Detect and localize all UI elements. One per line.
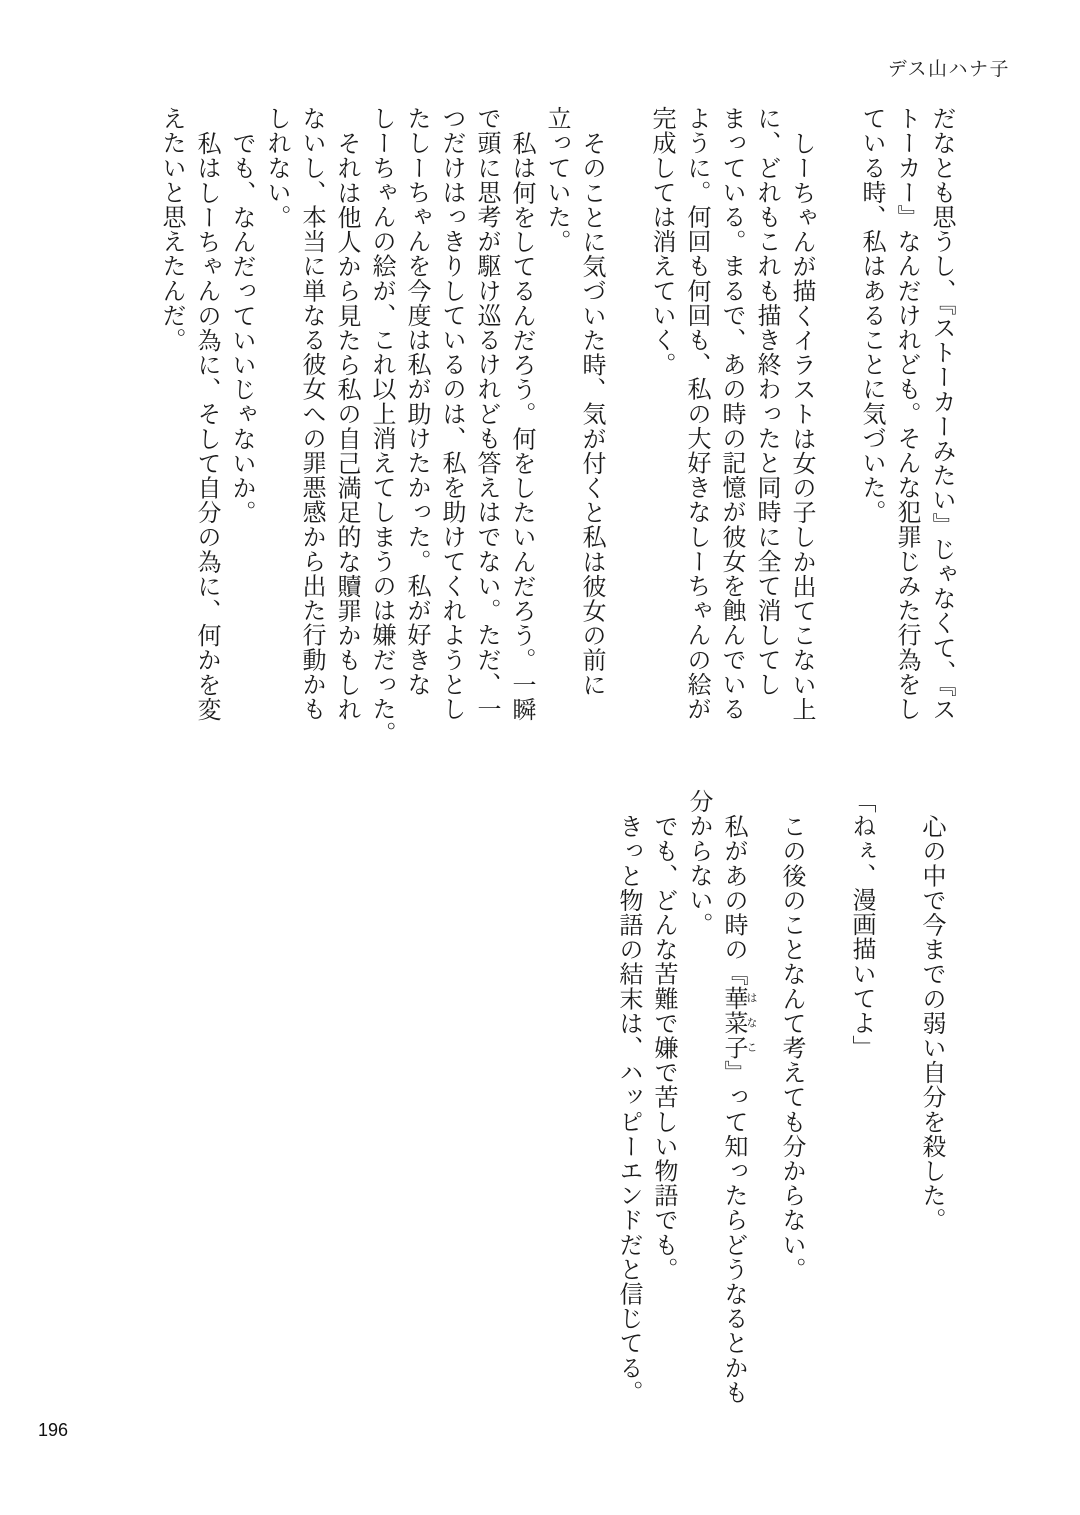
page-number: 196 xyxy=(38,1420,69,1440)
text-column: しーちゃんの絵が、これ以上消えてしまうのは嫌だった。 xyxy=(368,106,394,746)
text-column: つだけはっきりしているのは、私を助けてくれようとし xyxy=(438,106,464,721)
top-text-block xyxy=(153,106,958,754)
text-column-with-furigana xyxy=(715,789,757,1414)
text-column: 心の中で今までの弱い自分を殺した。 xyxy=(918,814,944,1233)
text-column: この後のことなんて考えても分からない。 xyxy=(778,814,804,1282)
text-column: ように。何回も何回も、私の大好きなしーちゃんの絵が xyxy=(683,106,709,721)
text-segment: 』って知ったらどうなるとかも xyxy=(720,1060,746,1405)
text-column-dialogue: 「ねぇ、漫画描いてよ」 xyxy=(848,789,874,1060)
text-column: そのことに気づいた時、気が付くと私は彼女の前に xyxy=(578,131,604,697)
text-column: えたいと思えたんだ。 xyxy=(158,106,184,352)
bottom-text-block xyxy=(610,789,948,1414)
text-column: たしーちゃんを今度は私が助けたかった。私が好きな xyxy=(403,106,429,697)
text-column: 分からない。 xyxy=(685,789,711,937)
text-column: でも、なんだっていいじゃないか。 xyxy=(228,131,254,525)
text-column: しーちゃんが描くイラストは女の子しか出てこない上 xyxy=(788,131,814,722)
text-column: まっている。まるで、あの時の記憶が彼女を蝕んでいる xyxy=(718,106,744,721)
text-column: それは他人から見たら私の自己満足的な贖罪かもしれ xyxy=(333,131,359,722)
text-column: ている時、私はあることに気づいた。 xyxy=(858,106,884,525)
text-column: 完成しては消えていく。 xyxy=(648,106,674,377)
text-column: 私は何をしてるんだろう。何をしたいんだろう。一瞬 xyxy=(508,131,534,722)
ruby-base: 華菜子 xyxy=(720,986,746,1061)
running-header: デス山ハナ子 xyxy=(887,59,1010,80)
text-column: しれない。 xyxy=(263,106,289,229)
furigana-ruby xyxy=(720,986,757,1061)
text-column: ないし、本当に単なる彼女への罪悪感から出た行動かも xyxy=(298,106,324,721)
text-column: に、どれもこれも描き終わったと同時に全て消してし xyxy=(753,106,779,697)
text-column: 立っていた。 xyxy=(543,106,569,254)
text-segment: 私があの時の『 xyxy=(720,814,746,987)
text-column: でも、どんな苦難で嫌で苦しい物語でも。 xyxy=(650,814,676,1282)
text-column: で頭に思考が駆け巡るけれども答えはでない。ただ、一 xyxy=(473,106,499,721)
text-column: トーカー』なんだけれども。そんな犯罪じみた行為をし xyxy=(893,106,919,721)
text-column: だなとも思うし、『ストーカーみたい』じゃなくて、『ス xyxy=(928,106,954,722)
ruby-annotation: はなこ xyxy=(745,986,757,1061)
text-column: 私はしーちゃんの為に、そして自分の為に、何かを変 xyxy=(193,131,219,722)
text-column: きっと物語の結末は、ハッピーエンドだと信じてる。 xyxy=(615,814,641,1405)
